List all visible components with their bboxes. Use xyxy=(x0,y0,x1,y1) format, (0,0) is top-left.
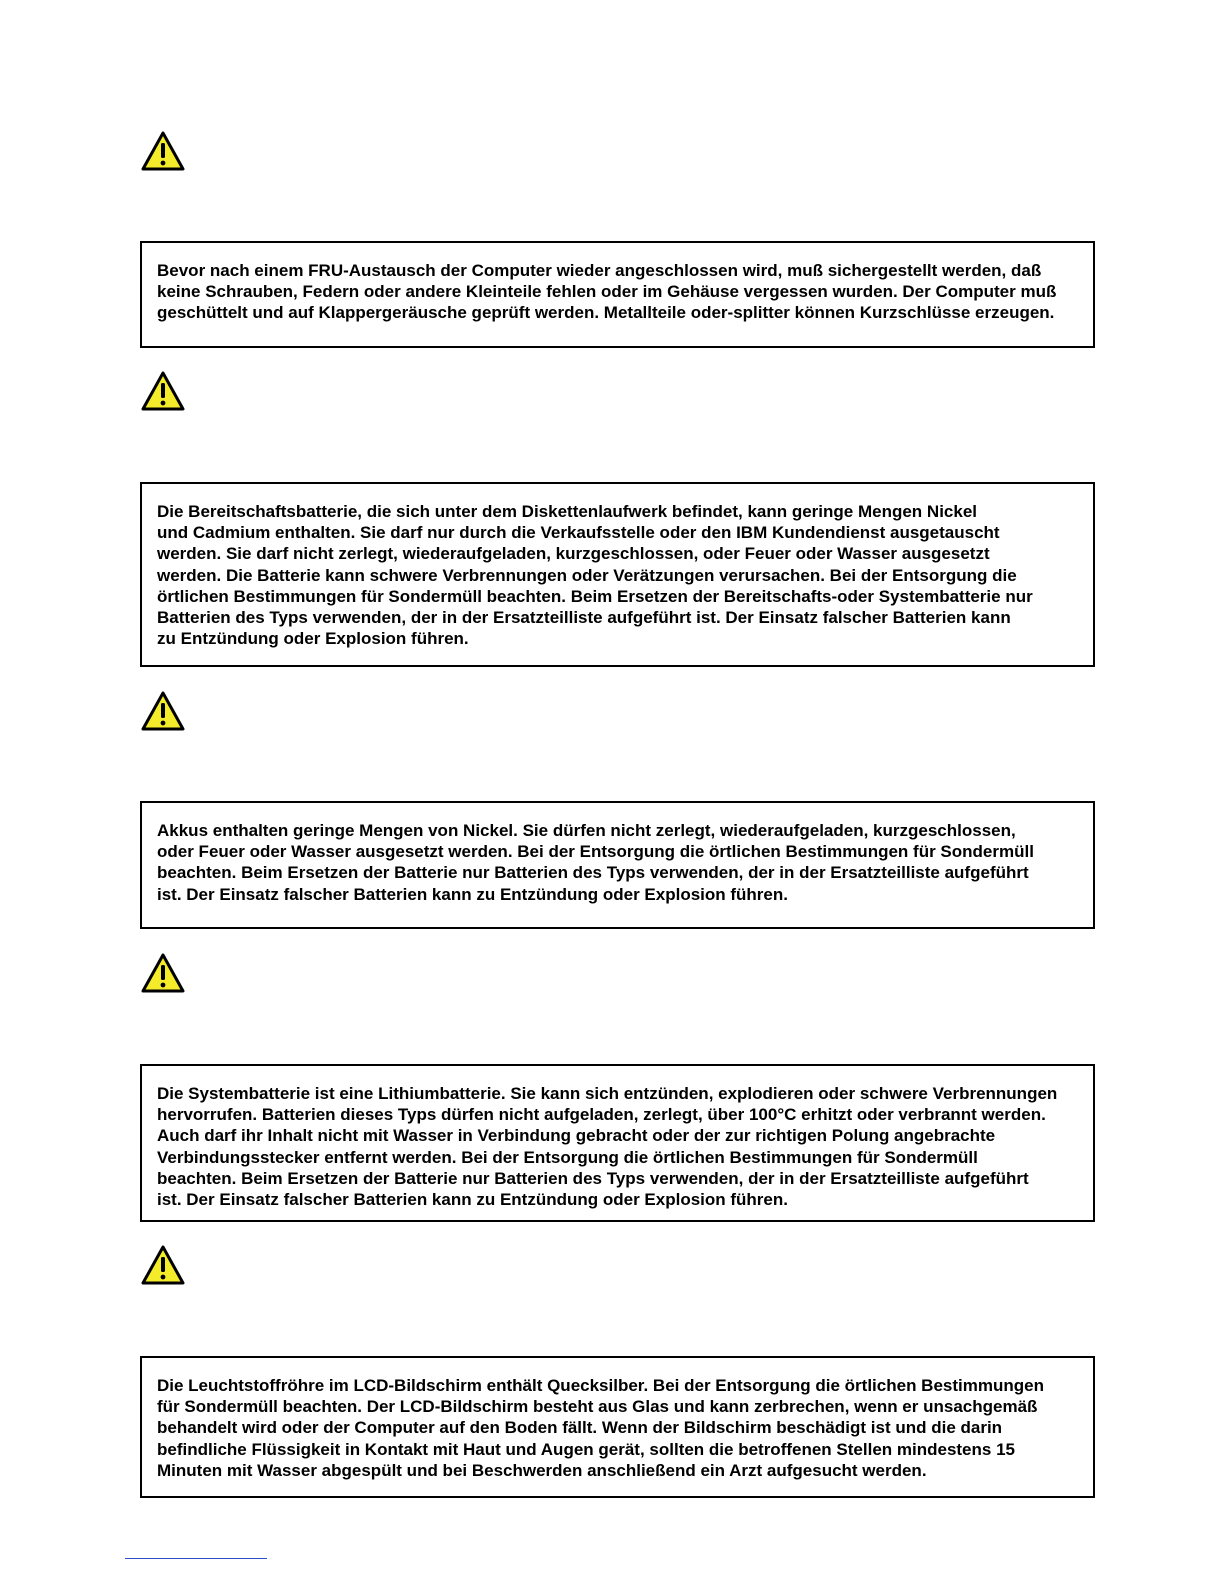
warning-triangle-icon xyxy=(140,952,186,994)
caution-notice-lithium-battery xyxy=(140,1064,1095,1222)
caution-notice-nickel-battery xyxy=(140,801,1095,929)
caution-notice-standby-battery xyxy=(140,482,1095,667)
warning-triangle-icon xyxy=(140,690,186,732)
notice-text: Die Leuchtstoffröhre im LCD-Bildschirm enthält Quecksilber. Bei der Entsorgung die örtlichen Bestimmungen für Sondermüll beachten. Der LCD-Bildschirm besteht aus Glas und kann zerbrechen, wenn er unsachgemäß behandelt wird oder der Computer auf den Boden fällt. Wenn der Bildschirm beschädigt ist und die darin befindliche Flüssigkeit in Kontakt mit Haut und Augen gerät, sollten die betroffenen Stellen mindestens 15 Minuten mit Wasser abgespült und bei Beschwerden anschließend ein Arzt aufgesucht werden. xyxy=(157,1376,1044,1480)
footer-rule xyxy=(125,1558,267,1559)
notice-text: Akkus enthalten geringe Mengen von Nickel. Sie dürfen nicht zerlegt, wiederaufgeladen, kurzgeschlossen, oder Feuer oder Wasser ausgesetzt werden. Bei der Entsorgung die örtlichen Bestimmungen für Sondermüll beachten. Beim Ersetzen der Batterie nur Batterien des Typs verwenden, der in der Ersatzteilliste aufgeführt ist. Der Einsatz falscher Batterien kann zu Entzündung oder Explosion führen. xyxy=(157,821,1034,904)
warning-triangle-icon xyxy=(140,1244,186,1286)
caution-notice-fru-parts xyxy=(140,241,1095,348)
caution-notice-lcd-mercury xyxy=(140,1356,1095,1498)
notice-text: Die Systembatterie ist eine Lithiumbatterie. Sie kann sich entzünden, explodieren oder schwere Verbrennungen hervorrufen. Batterien dieses Typs dürfen nicht aufgeladen, zerlegt, über 100°C erhitzt oder verbrannt werden. Auch darf ihr Inhalt nicht mit Wasser in Verbindung gebracht oder der zur richtigen Polung angebrachte Verbindungsstecker entfernt werden. Bei der Entsorgung die örtlichen Bestimmungen für Sondermüll beachten. Beim Ersetzen der Batterie nur Batterien des Typs verwenden, der in der Ersatzteilliste aufgeführt ist. Der Einsatz falscher Batterien kann zu Entzündung oder Explosion führen. xyxy=(157,1084,1058,1210)
warning-triangle-icon xyxy=(140,370,186,412)
warning-triangle-icon xyxy=(140,130,186,172)
notice-text: Bevor nach einem FRU-Austausch der Computer wieder angeschlossen wird, muß sichergestellt werden, daß keine Schrauben, Federn oder andere Kleinteile fehlen oder im Gehäuse vergessen wurden. Der Computer muß geschüttelt und auf Klappergeräusche geprüft werden. Metallteile oder-splitter können Kurzschlüsse erzeugen. xyxy=(157,261,1057,323)
notice-text: Die Bereitschaftsbatterie, die sich unter dem Diskettenlaufwerk befindet, kann geringe Mengen Nickel und Cadmium enthalten. Sie darf nur durch die Verkaufsstelle oder den IBM Kundendienst ausgetauscht werden. Sie darf nicht zerlegt, wiederaufgeladen, kurzgeschlossen, oder Feuer oder Wasser ausgesetzt werden. Die Batterie kann schwere Verbrennungen oder Verätzungen verursachen. Bei der Entsorgung die örtlichen Bestimmungen für Sondermüll beachten. Beim Ersetzen der Bereitschafts-oder Systembatterie nur Batterien des Typs verwenden, der in der Ersatzteilliste aufgeführt ist. Der Einsatz falscher Batterien kann zu Entzündung oder Explosion führen. xyxy=(157,502,1033,649)
